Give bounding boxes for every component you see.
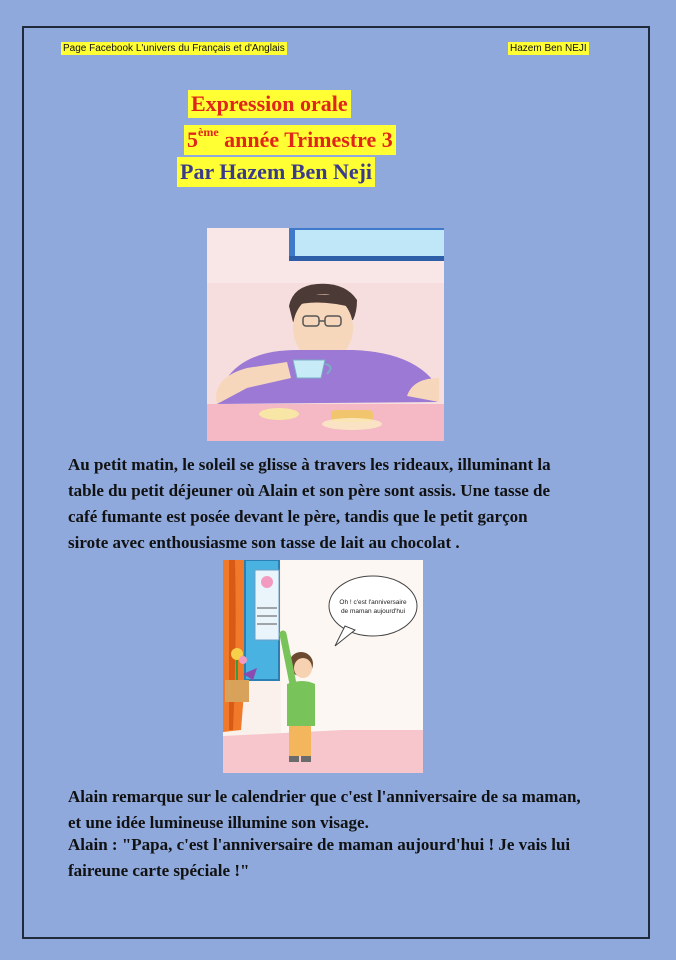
paragraph-line: Alain remarque sur le calendrier que c'est l'anniversaire de sa maman, bbox=[68, 787, 581, 806]
title-grade-term bbox=[184, 125, 396, 155]
grade-term-text: année Trimestre 3 bbox=[218, 127, 393, 152]
grade-number: 5 bbox=[187, 127, 198, 152]
paragraph-breakfast bbox=[68, 452, 628, 556]
paragraph-line: faireune carte spéciale !" bbox=[68, 861, 250, 880]
breakfast-illustration bbox=[207, 228, 444, 441]
paragraph-line: et une idée lumineuse illumine son visage. bbox=[68, 813, 369, 832]
header-facebook-page: Page Facebook L'univers du Français et d'Anglais bbox=[63, 43, 285, 54]
title-author: Par Hazem Ben Neji bbox=[177, 157, 375, 187]
calendar-illustration bbox=[223, 560, 423, 773]
speech-bubble-line1: Oh ! c'est l'anniversaire bbox=[339, 599, 407, 606]
paragraph-line: table du petit déjeuner où Alain et son père sont assis. Une tasse de bbox=[68, 481, 551, 500]
paragraph-dialogue bbox=[68, 832, 628, 884]
title-expression-orale: Expression orale bbox=[188, 90, 351, 118]
header-author: Hazem Ben NEJI bbox=[510, 43, 587, 54]
grade-superscript: ème bbox=[198, 125, 219, 139]
paragraph-line: café fumante est posée devant le père, tandis que le petit garçon bbox=[68, 507, 528, 526]
paragraph-line: Alain : "Papa, c'est l'anniversaire de maman aujourd'hui ! Je vais lui bbox=[68, 835, 571, 854]
paragraph-line: Au petit matin, le soleil se glisse à travers les rideaux, illuminant la bbox=[68, 455, 551, 474]
paragraph-calendar bbox=[68, 784, 628, 836]
speech-bubble-line2: de maman aujourd'hui bbox=[340, 608, 406, 615]
paragraph-line: sirote avec enthousiasme son tasse de lait au chocolat . bbox=[68, 533, 460, 552]
